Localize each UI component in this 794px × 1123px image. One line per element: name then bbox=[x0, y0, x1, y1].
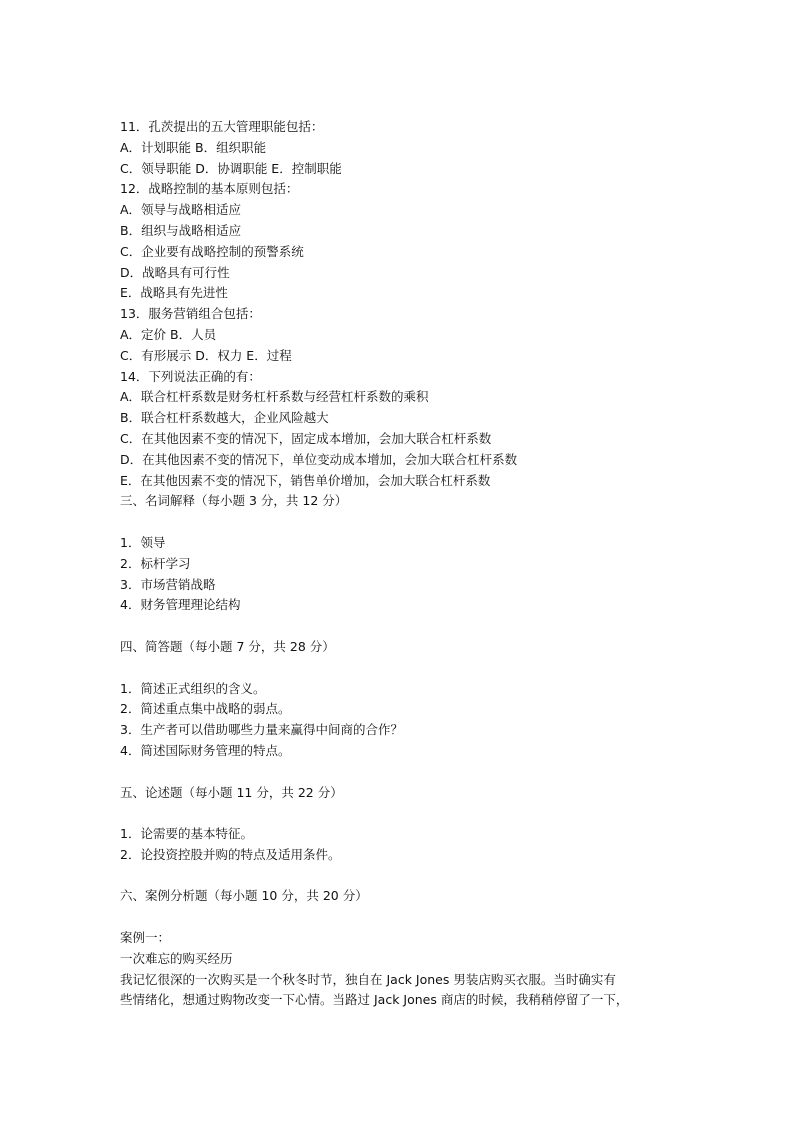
blank-line bbox=[120, 762, 690, 783]
text-line: 3．市场营销战略 bbox=[120, 576, 216, 592]
text-line: 五、论述题（每小题 11 分，共 22 分） bbox=[120, 784, 343, 800]
text-line: C．在其他因素不变的情况下，固定成本增加，会加大联合杠杆系数 bbox=[120, 430, 492, 446]
text-line: 六、案例分析题（每小题 10 分，共 20 分） bbox=[120, 888, 368, 904]
blank-line bbox=[120, 866, 690, 887]
text-line: 11．孔茨提出的五大管理职能包括： bbox=[120, 119, 324, 134]
text-line: E．在其他因素不变的情况下，销售单价增加，会加大联合杠杆系数 bbox=[120, 472, 491, 488]
blank-line bbox=[120, 616, 690, 637]
text-line: D．在其他因素不变的情况下，单位变动成本增加，会加大联合杠杆系数 bbox=[120, 451, 518, 467]
text-line: C．有形展示 D．权力 E．过程 bbox=[120, 347, 292, 363]
text-line: E．战略具有先进性 bbox=[120, 285, 228, 301]
text-line: B．组织与战略相适应 bbox=[120, 222, 242, 238]
text-line: 四、简答题（每小题 7 分，共 28 分） bbox=[120, 638, 335, 654]
text-line: A．计划职能 B．组织职能 bbox=[120, 139, 267, 155]
text-line: 12．战略控制的基本原则包括： bbox=[120, 181, 299, 197]
text-line: D．战略具有可行性 bbox=[120, 264, 230, 280]
text-line: 4．财务管理理论结构 bbox=[120, 597, 241, 613]
text-line: 14．下列说法正确的有： bbox=[120, 368, 261, 384]
text-line: 3．生产者可以借助哪些力量来赢得中间商的合作？ bbox=[120, 722, 403, 738]
text-line: 2．标杆学习 bbox=[120, 555, 191, 571]
blank-line bbox=[120, 658, 690, 679]
text-line: 1．论需要的基本特征。 bbox=[120, 826, 253, 842]
text-line: 1．简述正式组织的含义。 bbox=[120, 680, 266, 696]
text-line: C．企业要有战略控制的预警系统 bbox=[120, 243, 304, 259]
text-line: 2．简述重点集中战略的弱点。 bbox=[120, 701, 291, 717]
document-page bbox=[120, 117, 690, 1011]
text-line: 我记忆很深的一次购买是一个秋冬时节，独自在 Jack Jones 男装店购买衣服。当时确实有 bbox=[120, 971, 616, 987]
text-line: 4．简述国际财务管理的特点。 bbox=[120, 742, 291, 758]
blank-line bbox=[120, 907, 690, 928]
text-line: A．定价 B．人员 bbox=[120, 326, 217, 342]
blank-line bbox=[120, 512, 690, 533]
text-line: 三、名词解释（每小题 3 分，共 12 分） bbox=[120, 493, 348, 509]
text-line: 1．领导 bbox=[120, 534, 166, 550]
text-line: C．领导职能 D．协调职能 E．控制职能 bbox=[120, 160, 342, 176]
text-line: B．联合杠杆系数越大，企业风险越大 bbox=[120, 410, 329, 426]
text-line: 些情绪化，想通过购物改变一下心情。当路过 Jack Jones 商店的时候，我稍稍停留了一下， bbox=[120, 992, 629, 1008]
text-line: 案例一： bbox=[120, 930, 171, 946]
text-line: A．领导与战略相适应 bbox=[120, 202, 242, 218]
text-line: 2．论投资控股并购的特点及适用条件。 bbox=[120, 846, 341, 862]
text-line: 13．服务营销组合包括： bbox=[120, 306, 261, 322]
text-line: 一次难忘的购买经历 bbox=[120, 950, 233, 966]
text-line: A．联合杠杆系数是财务杠杆系数与经营杠杆系数的乘积 bbox=[120, 389, 429, 405]
blank-line bbox=[120, 803, 690, 824]
